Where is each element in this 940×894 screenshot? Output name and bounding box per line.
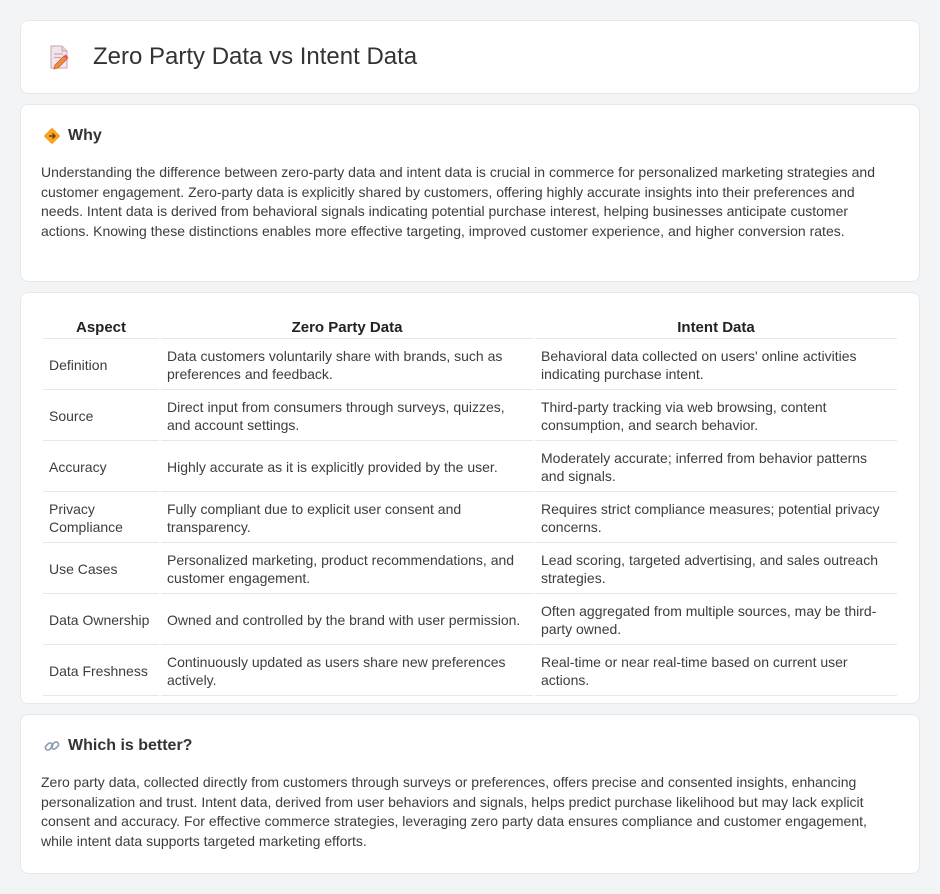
cell-intent: Third-party tracking via web browsing, content consumption, and search behavior. [535,392,897,441]
cell-zero-party: Data customers voluntarily share with brands, such as preferences and feedback. [161,341,533,390]
document-pencil-icon [45,43,73,71]
cell-aspect: Privacy Compliance [43,494,159,543]
cell-intent: Requires strict compliance measures; potential privacy concerns. [535,494,897,543]
table-row [43,443,897,492]
cell-intent: Often aggregated from multiple sources, may be third-party owned. [535,596,897,645]
why-title: Why [68,127,102,144]
table-row [43,494,897,543]
comparison-table [41,313,899,698]
cell-zero-party: Personalized marketing, product recommendations, and customer engagement. [161,545,533,594]
table-row [43,647,897,696]
which-section [20,714,920,874]
table-header-row [43,315,897,339]
cell-zero-party: Fully compliant due to explicit user consent and transparency. [161,494,533,543]
cell-aspect: Data Freshness [43,647,159,696]
warning-diamond-icon [43,127,61,145]
table-row [43,341,897,390]
cell-aspect: Data Ownership [43,596,159,645]
header-zero-party: Zero Party Data [161,315,533,339]
why-section [20,104,920,282]
cell-aspect: Source [43,392,159,441]
cell-zero-party: Highly accurate as it is explicitly provided by the user. [161,443,533,492]
cell-intent: Behavioral data collected on users' online activities indicating purchase intent. [535,341,897,390]
table-row [43,596,897,645]
which-paragraph: Zero party data, collected directly from customers through surveys or preferences, offers precise and consented insights, enhancing personalization and trust. Intent data, derived from user behaviors and signals, helps predict purchase likelihood but may lack explicit consent and accuracy. For effective commerce strategies, leveraging zero party data ensures compliance and customer engagement, while intent data supports targeted marketing efforts. [41,774,867,849]
cell-zero-party: Direct input from consumers through surveys, quizzes, and account settings. [161,392,533,441]
cell-intent: Real-time or near real-time based on current user actions. [535,647,897,696]
cell-aspect: Definition [43,341,159,390]
page-title: Zero Party Data vs Intent Data [93,43,418,70]
cell-aspect: Accuracy [43,443,159,492]
which-title: Which is better? [68,737,193,754]
cell-zero-party: Continuously updated as users share new preferences actively. [161,647,533,696]
why-paragraph: Understanding the difference between zero-party data and intent data is crucial in commerce for personalized marketing strategies and customer engagement. Zero-party data is explicitly shared by customers, offering highly accurate insights into their preferences and needs. Intent data is derived from behavioral signals indicating potential purchase interest, helping businesses anticipate customer actions. Knowing these distinctions enables more effective targeting, improved customer experience, and higher conversion rates. [41,164,875,239]
header-aspect: Aspect [43,315,159,339]
comparison-card [20,292,920,704]
header-intent: Intent Data [535,315,897,339]
link-icon [43,737,61,755]
table-row [43,545,897,594]
table-row [43,392,897,441]
cell-intent: Moderately accurate; inferred from behavior patterns and signals. [535,443,897,492]
which-heading [43,737,899,755]
cell-zero-party: Owned and controlled by the brand with user permission. [161,596,533,645]
cell-intent: Lead scoring, targeted advertising, and sales outreach strategies. [535,545,897,594]
header-card [20,20,920,94]
why-heading [43,127,899,145]
cell-aspect: Use Cases [43,545,159,594]
